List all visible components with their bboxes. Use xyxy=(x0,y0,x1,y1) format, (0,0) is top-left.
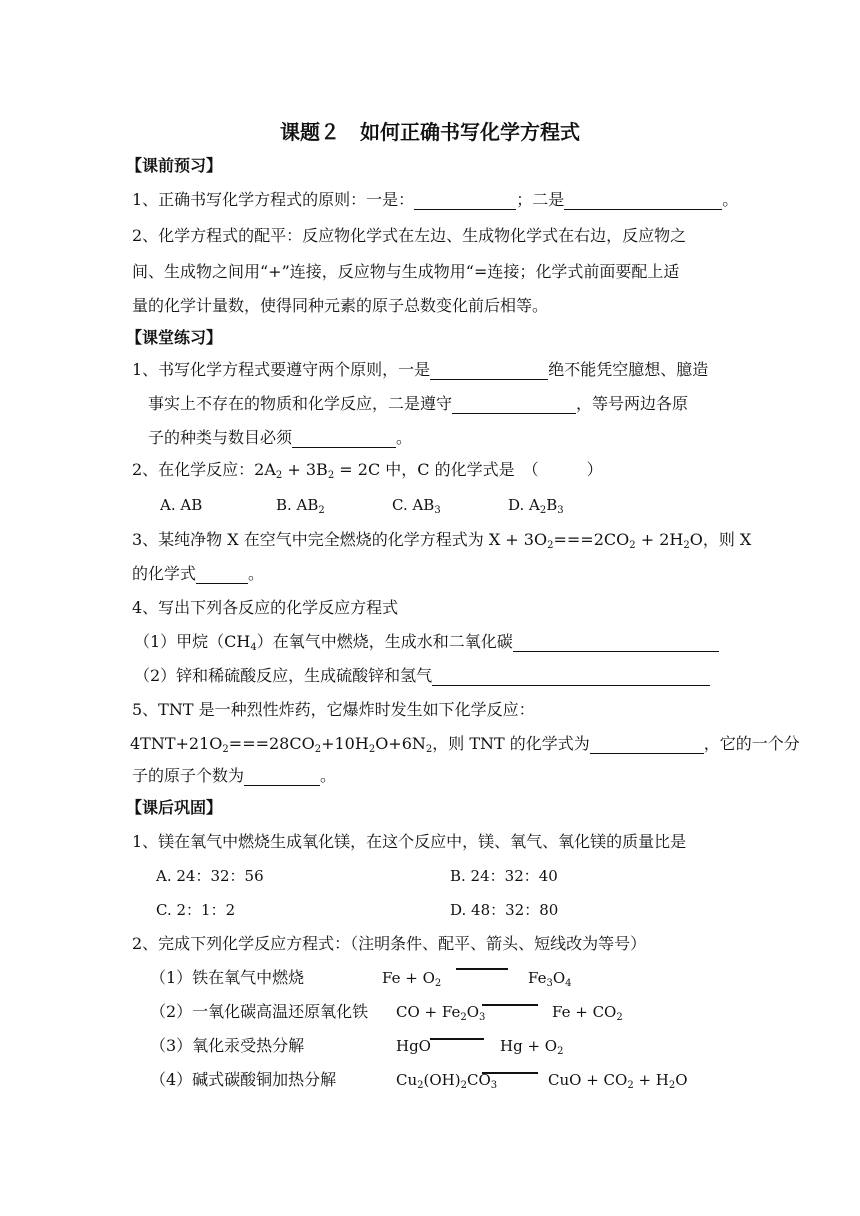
option-text: B xyxy=(546,496,558,514)
practice-q5-line2 xyxy=(130,734,800,754)
answer-blank[interactable] xyxy=(590,735,704,754)
practice-q1-text: ，等号两边各原 xyxy=(576,394,689,413)
answer-blank[interactable] xyxy=(452,395,576,414)
q4-text: ）在氧气中燃烧，生成水和二氧化碳 xyxy=(256,632,513,651)
formula-text: CO xyxy=(466,1071,491,1089)
formula-text: Fe + CO xyxy=(552,1003,617,1021)
formula-text: Cu xyxy=(396,1071,418,1089)
equation-2-label: （2）一氧化碳高温还原氧化铁 xyxy=(150,1002,369,1021)
review-q1-option-d[interactable]: D. 48：32：80 xyxy=(450,901,559,919)
option-text: D. A xyxy=(508,496,540,514)
practice-q1-text: 绝不能凭空臆想、臆造 xyxy=(548,360,709,379)
formula-text: Fe + O xyxy=(382,969,435,987)
practice-q1-line3 xyxy=(148,428,412,448)
formula-text: O xyxy=(552,969,566,987)
equation-4-reaction-line[interactable] xyxy=(482,1072,538,1074)
q3-text: 的化学式 xyxy=(132,564,197,583)
answer-blank[interactable] xyxy=(564,191,722,210)
subscript: 3 xyxy=(434,505,441,516)
answer-blank[interactable] xyxy=(414,191,516,210)
q5-text: 子的原子个数为 xyxy=(132,766,245,785)
subscript: 2 xyxy=(222,744,229,755)
subscript: 3 xyxy=(490,1080,498,1091)
section-heading-preview: 【课前预习】 xyxy=(126,156,223,175)
q5-text: ，则 TNT 的化学式为 xyxy=(432,734,590,753)
practice-q4-part2 xyxy=(134,666,710,686)
review-q2-stem: 2、完成下列化学反应方程式：（注明条件、配平、箭头、短线改为等号） xyxy=(132,934,647,953)
option-text: C. AB xyxy=(392,496,435,514)
q5-text: ，它的一个分 xyxy=(703,734,800,753)
equation-4-products xyxy=(548,1070,688,1090)
q5-text: 。 xyxy=(320,766,337,785)
review-q1-option-c[interactable]: C. 2：1：2 xyxy=(156,901,236,919)
subscript: 2 xyxy=(616,1012,623,1023)
preview-q2-line3: 量的化学计量数，使得同种元素的原子总数变化前后相等。 xyxy=(132,296,549,315)
q3-text: 3、某纯净物 X 在空气中完全燃烧的化学方程式为 X + 3O xyxy=(132,530,548,549)
q3-text: + 2H xyxy=(635,530,684,549)
q3-text: ===2CO xyxy=(553,530,630,549)
subscript: 4 xyxy=(565,978,572,989)
subscript: 3 xyxy=(479,1012,486,1023)
review-q1-option-b[interactable]: B. 24：32：40 xyxy=(450,867,558,885)
formula-text: Fe xyxy=(528,969,547,987)
subscript: 2 xyxy=(318,505,325,516)
section-heading-practice: 【课堂练习】 xyxy=(126,328,223,347)
subscript: 2 xyxy=(314,744,322,755)
subscript: 3 xyxy=(546,978,553,989)
practice-q4-intro: 4、写出下列各反应的化学反应方程式 xyxy=(132,598,399,617)
subscript: 2 xyxy=(275,470,283,481)
equation-1-reaction-line[interactable] xyxy=(456,968,508,970)
formula-text: + H xyxy=(633,1071,669,1089)
subscript: 2 xyxy=(629,540,636,551)
practice-q1-line2 xyxy=(148,394,688,414)
subscript: 2 xyxy=(547,540,554,551)
practice-q1-text: 。 xyxy=(396,428,413,447)
subscript: 2 xyxy=(327,470,335,481)
formula-text: CuO + CO xyxy=(548,1071,628,1089)
answer-blank[interactable] xyxy=(513,633,719,652)
preview-q2-line2: 间、生成物之间用“+”连接，反应物与生成物用“=连接；化学式前面要配上适 xyxy=(132,262,680,281)
answer-blank[interactable] xyxy=(430,361,548,380)
subscript: 2 xyxy=(683,540,690,551)
q3-text: 。 xyxy=(248,564,265,583)
equation-3-label: （3）氧化汞受热分解 xyxy=(150,1036,305,1055)
practice-q5-line1: 5、TNT 是一种烈性炸药，它爆炸时发生如下化学反应： xyxy=(132,700,535,719)
subscript: 2 xyxy=(627,1080,634,1091)
option-text: B. AB xyxy=(276,496,319,514)
q5-text: 4TNT+21O xyxy=(130,734,223,753)
subscript: 3 xyxy=(557,505,564,516)
q4-text: （2）锌和稀硫酸反应，生成硫酸锌和氢气 xyxy=(134,666,433,685)
review-q1-stem: 1、镁在氧气中燃烧生成氧化镁，在这个反应中，镁、氧气、氧化镁的质量比是 xyxy=(132,832,687,851)
equation-2-reactants xyxy=(396,1002,485,1022)
subscript: 2 xyxy=(460,1012,467,1023)
answer-blank[interactable] xyxy=(196,565,248,584)
practice-q1-line1 xyxy=(132,360,708,380)
subscript: 2 xyxy=(557,1046,564,1057)
preview-q1-text-c: 。 xyxy=(722,190,739,209)
subscript: 2 xyxy=(368,744,376,755)
q5-text: ===28CO xyxy=(228,734,315,753)
practice-q5-line3 xyxy=(132,766,336,786)
practice-q2-option-c[interactable] xyxy=(392,495,441,515)
practice-q3-line2 xyxy=(132,564,264,584)
answer-blank[interactable] xyxy=(432,667,710,686)
preview-q1-text: 1、正确书写化学方程式的原则：一是： xyxy=(132,190,415,209)
equation-4-label: （4）碱式碳酸铜加热分解 xyxy=(150,1070,337,1089)
page-title: 课题２ 如何正确书写化学方程式 xyxy=(280,120,580,144)
practice-q1-text: 1、书写化学方程式要遵守两个原则，一是 xyxy=(132,360,431,379)
equation-1-label: （1）铁在氧气中燃烧 xyxy=(150,968,305,987)
preview-q1 xyxy=(132,190,738,210)
practice-q1-text: 事实上不存在的物质和化学反应，二是遵守 xyxy=(148,394,453,413)
subscript: 4 xyxy=(250,642,257,653)
review-q1-option-a[interactable]: A. 24：32：56 xyxy=(156,867,264,885)
subscript: 2 xyxy=(460,1080,467,1091)
equation-3-reactants xyxy=(396,1036,431,1056)
q5-text: O+6N xyxy=(375,734,426,753)
q2-text: = 2C 中，C 的化学式是 （ ） xyxy=(334,460,603,479)
answer-blank[interactable] xyxy=(292,429,396,448)
formula-text: Hg + O xyxy=(500,1037,558,1055)
equation-1-reactants xyxy=(382,968,441,988)
equation-3-products xyxy=(500,1036,563,1056)
q2-text: 2、在化学反应：2A xyxy=(132,460,276,479)
q2-text: + 3B xyxy=(282,460,328,479)
equation-3-reaction-line[interactable] xyxy=(430,1038,484,1040)
practice-q2-option-b[interactable] xyxy=(276,495,325,515)
formula-text: (OH) xyxy=(423,1071,461,1089)
practice-q4-part1 xyxy=(134,632,719,652)
formula-text: O xyxy=(675,1071,688,1089)
equation-2-products xyxy=(552,1002,623,1022)
subscript: 2 xyxy=(417,1080,424,1091)
subscript: 2 xyxy=(668,1080,676,1091)
formula-text: O xyxy=(466,1003,480,1021)
equation-2-reaction-line[interactable] xyxy=(482,1004,538,1006)
formula-text: CO + Fe xyxy=(396,1003,461,1021)
q4-text: （1）甲烷（CH xyxy=(134,632,251,651)
subscript: 2 xyxy=(425,744,433,755)
q5-text: +10H xyxy=(321,734,369,753)
practice-q2-option-d[interactable] xyxy=(508,495,564,515)
equation-1-products xyxy=(528,968,572,988)
preview-q2-line1: 2、化学方程式的配平：反应物化学式在左边、生成物化学式在右边，反应物之 xyxy=(132,226,687,245)
section-heading-review: 【课后巩固】 xyxy=(126,798,223,817)
answer-blank[interactable] xyxy=(244,767,320,786)
practice-q3-line1 xyxy=(132,530,751,550)
q3-text: O，则 X xyxy=(689,530,752,549)
practice-q1-text: 子的种类与数目必须 xyxy=(148,428,293,447)
practice-q2-option-a[interactable]: A. AB xyxy=(160,496,203,514)
subscript: 2 xyxy=(539,505,547,516)
practice-q2-stem xyxy=(132,460,603,480)
formula-text: HgO xyxy=(396,1037,431,1055)
subscript: 2 xyxy=(434,978,442,989)
preview-q1-text-b: ；二是 xyxy=(516,190,565,209)
